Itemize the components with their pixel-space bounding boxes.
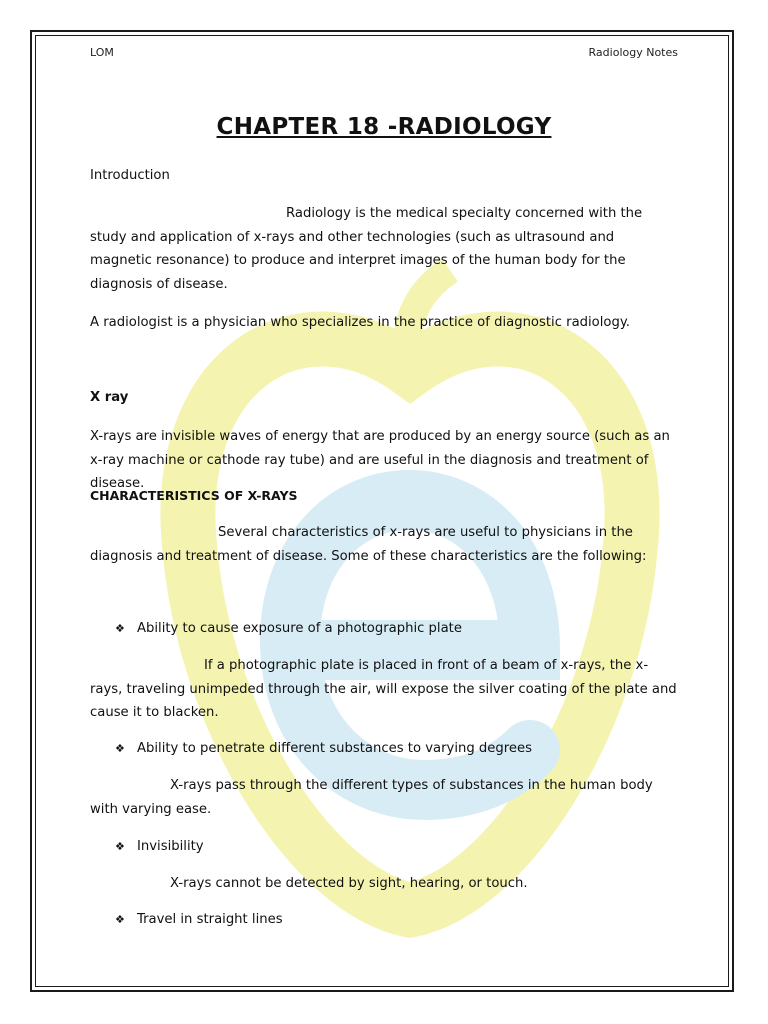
xray-heading: X ray [90,390,129,405]
diamond-bullet-icon: ❖ [115,913,125,926]
list-item [115,835,204,859]
intro-paragraph: Radiology is the medical specialty concerned with the study and application of x-rays and other technologies (such as ultrasound and magnetic resonance) to produce and interpret images of the human body for the diagnosis of disease. [90,206,643,292]
list-item-text: X-rays pass through the different types of substances in the human body with varying ease. [90,778,653,817]
list-item [115,737,532,761]
header-right: Radiology Notes [588,46,678,59]
xray-paragraph: X-rays are invisible waves of energy that are produced by an energy source (such as an x-ray machine or cathode ray tube) and are useful in the diagnosis and treatment of disease. [90,429,670,491]
list-item-label: Ability to cause exposure of a photographic plate [137,621,462,636]
list-item-label: Travel in straight lines [137,912,283,927]
header-left: LOM [90,46,114,59]
diamond-bullet-icon: ❖ [115,622,125,635]
list-item-label: Ability to penetrate different substances to varying degrees [137,741,533,756]
list-item-label: Invisibility [137,839,204,854]
list-item-text: X-rays cannot be detected by sight, hearing, or touch. [170,876,528,891]
list-item-text: If a photographic plate is placed in front of a beam of x-rays, the x-rays, traveling unimpeded through the air, will expose the silver coating of the plate and cause it to blacken. [90,658,677,720]
radiologist-paragraph: A radiologist is a physician who specializes in the practice of diagnostic radiology. [90,315,630,330]
list-item [115,617,462,641]
diamond-bullet-icon: ❖ [115,840,125,853]
characteristics-paragraph: Several characteristics of x-rays are useful to physicians in the diagnosis and treatment of disease. Some of these characteristics are the following: [90,525,647,564]
diamond-bullet-icon: ❖ [115,742,125,755]
characteristics-heading: CHARACTERISTICS OF X-RAYS [90,488,298,503]
chapter-title: CHAPTER 18 -RADIOLOGY [216,114,552,140]
intro-heading: Introduction [90,168,170,183]
list-item [115,908,283,932]
